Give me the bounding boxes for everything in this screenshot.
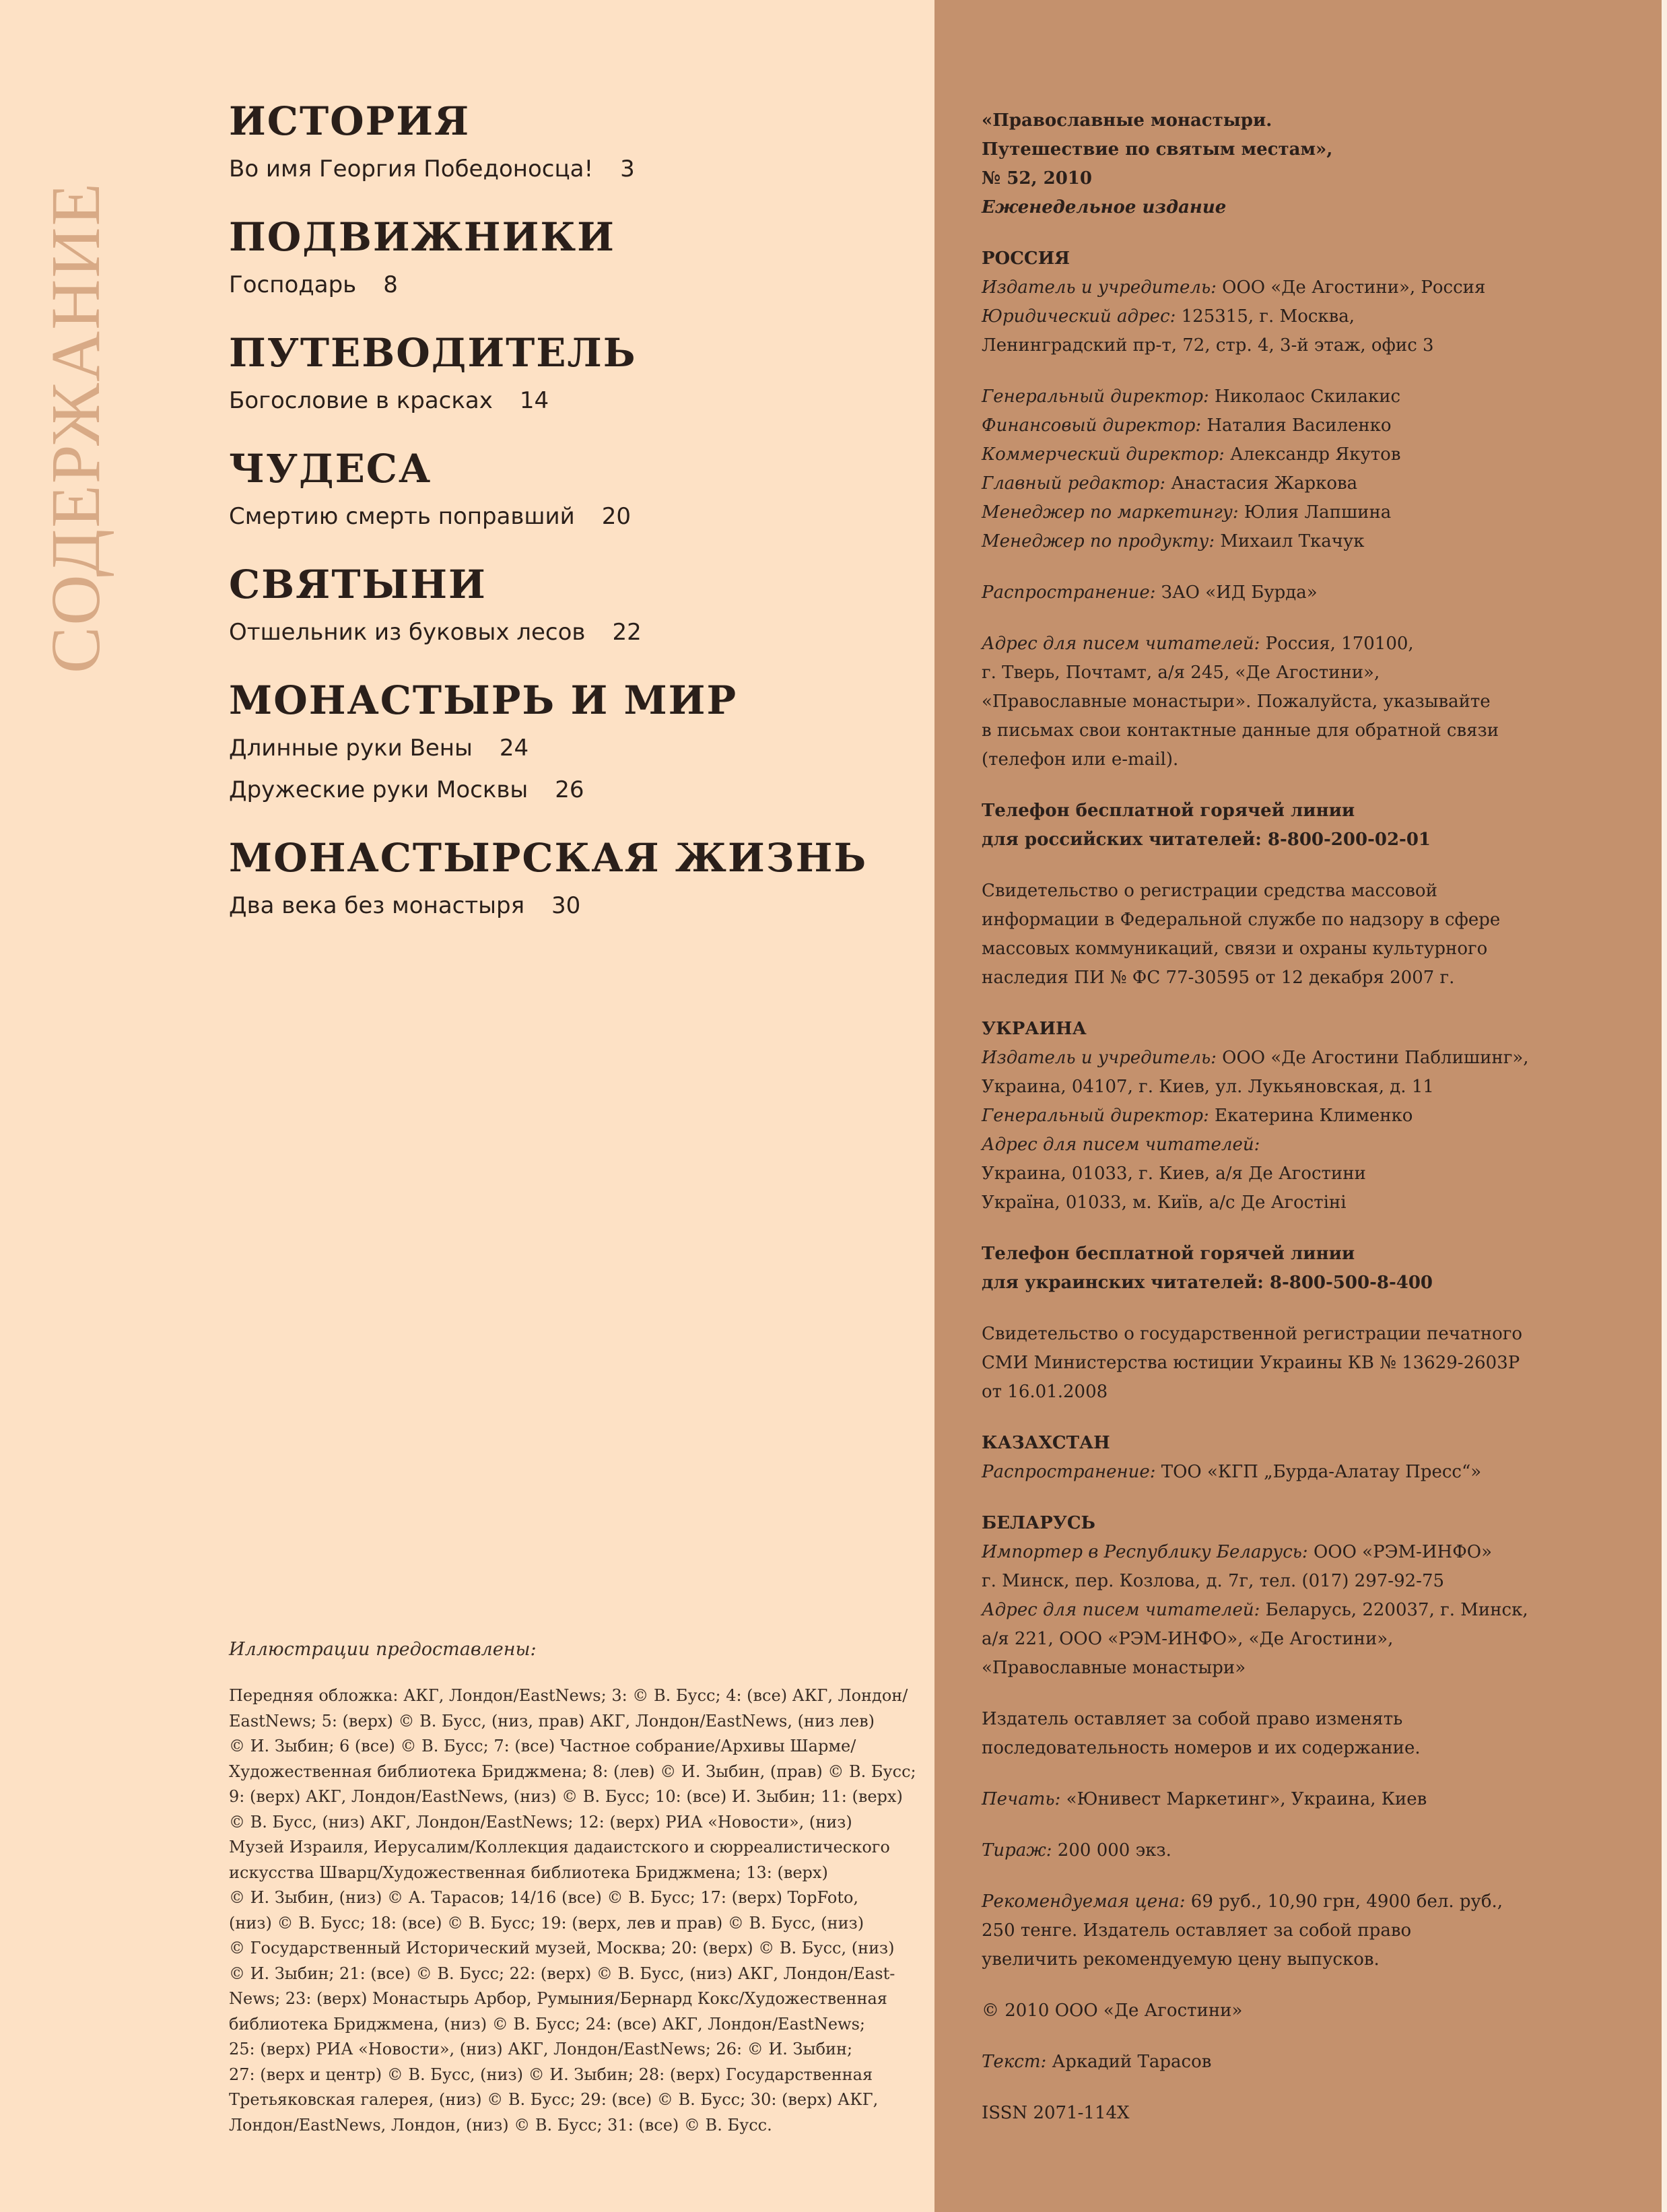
toc-entry-title: Дружеские руки Москвы: [229, 776, 529, 803]
imprint-text-part: Александр Якутов: [1224, 444, 1401, 465]
imprint-block: [982, 630, 1574, 774]
imprint-text-part: Адрес для писем читателей:: [982, 634, 1260, 654]
imprint-text-part: «Юнивест Маркетинг», Украина, Киев: [1060, 1789, 1427, 1809]
imprint-line: [982, 1429, 1574, 1458]
toc-section: [229, 442, 902, 537]
imprint-text-part: Тираж:: [982, 1840, 1052, 1861]
imprint-block: [982, 1785, 1574, 1814]
contents-vertical-title: СОДЕРЖАНИЕ: [37, 182, 114, 673]
imprint-text-part: 125315, г. Москва,: [1176, 306, 1355, 327]
imprint-text-part: СМИ Министерства юстиции Украины КВ № 13629-2603Р: [982, 1353, 1520, 1373]
credits-line: библиотека Бриджмена, (низ) © В. Бусс; 24: (все) АКГ, Лондон/EastNews;: [229, 2014, 865, 2034]
imprint-line: [982, 1102, 1574, 1131]
toc-heading: СВЯТЫНИ: [229, 562, 487, 607]
credits-line: Третьяковская галерея, (низ) © В. Бусс; 29: (все) © В. Бусс; 30: (верх) АКГ,: [229, 2090, 879, 2109]
toc-entry-page: 30: [551, 892, 581, 919]
imprint-text-part: Аркадий Тарасов: [1046, 2052, 1212, 2072]
imprint-text-part: Издатель и учредитель:: [982, 1048, 1217, 1068]
imprint-text-part: № 52, 2010: [982, 168, 1092, 189]
imprint-line: [982, 578, 1574, 607]
imprint-line: [982, 106, 1574, 135]
imprint-line: [982, 745, 1574, 774]
credits-line: искусства Шварц/Художественная библиотека Бриджмена; 13: (верх): [229, 1863, 828, 1882]
imprint-line: [982, 1160, 1574, 1188]
imprint-text-part: г. Минск, пер. Козлова, д. 7г, тел. (017) 297-92-75: [982, 1571, 1445, 1591]
imprint-line: [982, 1509, 1574, 1538]
toc-entry[interactable]: [229, 264, 902, 306]
imprint-block: [982, 578, 1574, 607]
imprint-line: [982, 1044, 1574, 1073]
imprint-line: [982, 1654, 1574, 1683]
imprint-text-part: массовых коммуникаций, связи и охраны культурного: [982, 939, 1488, 959]
imprint-line: [982, 498, 1574, 527]
toc-entry[interactable]: [229, 611, 902, 653]
toc-entry-page: 26: [555, 776, 584, 803]
imprint-line: [982, 382, 1574, 411]
imprint-line: [982, 1378, 1574, 1407]
credits-line: 25: (верх) РИА «Новости», (низ) АКГ, Лондон/EastNews; 26: © И. Зыбин;: [229, 2040, 853, 2058]
credits-line: (низ) © В. Бусс; 18: (все) © В. Бусс; 19: (верх, лев и прав) © В. Бусс, (низ): [229, 1913, 864, 1933]
credits-line: 9: (верх) АКГ, Лондон/EastNews, (низ) © В. Бусс; 10: (все) И. Зыбин; 11: (верх): [229, 1787, 903, 1806]
imprint-text-part: Україна, 01033, м. Київ, а/с Де Агостіні: [982, 1193, 1347, 1213]
imprint-text-part: Михаил Ткачук: [1215, 531, 1365, 551]
toc-section: [229, 94, 902, 190]
toc-entry[interactable]: [229, 148, 902, 190]
imprint-text-part: ISSN 2071-114X: [982, 2103, 1130, 2123]
toc-entry-page: 24: [499, 735, 529, 762]
imprint-text-part: Ленинградский пр-т, 72, стр. 4, 3-й этаж, офис 3: [982, 335, 1434, 356]
imprint-text-part: г. Тверь, Почтамт, а/я 245, «Де Агостини»,: [982, 663, 1380, 683]
toc-section: [229, 558, 902, 653]
imprint-line: [982, 244, 1574, 273]
imprint-text-part: 250 тенге. Издатель оставляет за собой право: [982, 1920, 1412, 1941]
imprint-line: [982, 1015, 1574, 1044]
imprint-text-part: «Православные монастыри»: [982, 1658, 1246, 1678]
imprint-text-part: Печать:: [982, 1789, 1061, 1809]
imprint-line: [982, 1705, 1574, 1734]
toc-heading: ПУТЕВОДИТЕЛЬ: [229, 330, 637, 376]
imprint-text-part: ООО «Де Агостини», Россия: [1216, 277, 1486, 298]
imprint-text-part: наследия ПИ № ФС 77-30595 от 12 декабря 2007 г.: [982, 968, 1455, 988]
imprint-text-part: Импортер в Республику Беларусь:: [982, 1542, 1308, 1562]
imprint-block: [982, 1509, 1574, 1683]
toc-heading: МОНАСТЫРСКАЯ ЖИЗНЬ: [229, 835, 868, 881]
imprint-block: [982, 1836, 1574, 1865]
imprint-block: [982, 1240, 1574, 1298]
imprint-text-part: Наталия Василенко: [1201, 415, 1392, 436]
imprint-line: [982, 1240, 1574, 1269]
imprint-line: [982, 1596, 1574, 1625]
imprint-text-part: для российских читателей: 8-800-200-02-01: [982, 830, 1431, 850]
imprint-line: [982, 1567, 1574, 1596]
imprint-block: [982, 1015, 1574, 1217]
imprint-text-part: Распространение:: [982, 582, 1156, 603]
imprint-block: [982, 797, 1574, 854]
toc-entry-page: 8: [383, 271, 398, 298]
imprint-text-part: 200 000 экз.: [1052, 1840, 1171, 1861]
toc-entry-page: 22: [612, 619, 642, 646]
toc-entry-page: 3: [620, 156, 635, 182]
imprint-panel: [934, 0, 1667, 2212]
imprint-text-part: увеличить рекомендуемую цену выпусков.: [982, 1949, 1380, 1970]
toc-entry-title: Два века без монастыря: [229, 892, 525, 919]
credits-line: 27: (верх и центр) © В. Бусс, (низ) © И. Зыбин; 28: (верх) Государственная: [229, 2065, 873, 2084]
imprint-text-part: ТОО «КГП „Бурда-Алатау Пресс“»: [1155, 1462, 1482, 1482]
imprint-text-part: Менеджер по продукту:: [982, 531, 1215, 551]
imprint-block: [982, 244, 1574, 360]
imprint-line: [982, 331, 1574, 360]
imprint-text-part: Менеджер по маркетингу:: [982, 502, 1239, 523]
imprint-text-part: РОССИЯ: [982, 248, 1070, 269]
imprint-line: [982, 1131, 1574, 1160]
imprint-line: [982, 1349, 1574, 1378]
imprint-text-part: Еженедельное издание: [982, 197, 1227, 217]
imprint-text-part: Россия, 170100,: [1260, 634, 1414, 654]
credits-line: EastNews; 5: (верх) © В. Бусс, (низ, прав) АКГ, Лондон/EastNews, (низ лев): [229, 1711, 875, 1731]
toc-entry-title: Отшельник из буковых лесов: [229, 619, 586, 646]
toc-entry-title: Богословие в красках: [229, 387, 493, 414]
imprint-text-part: информации в Федеральной службе по надзору в сфере: [982, 910, 1501, 930]
imprint-line: [982, 1734, 1574, 1763]
toc-entry-page: 14: [519, 387, 549, 414]
imprint-text-part: Екатерина Клименко: [1209, 1106, 1413, 1126]
imprint-line: [982, 1916, 1574, 1945]
imprint-line: [982, 273, 1574, 302]
imprint-line: [982, 1188, 1574, 1217]
imprint-line: [982, 1625, 1574, 1654]
imprint-block: [982, 2048, 1574, 2077]
imprint-text-part: от 16.01.2008: [982, 1382, 1108, 1402]
imprint-text-part: Главный редактор:: [982, 473, 1165, 494]
toc-section: [229, 210, 902, 306]
imprint-line: [982, 469, 1574, 498]
toc-entry[interactable]: [229, 380, 902, 422]
imprint-text-part: 69 руб., 10,90 грн, 4900 бел. руб.,: [1185, 1891, 1503, 1912]
imprint-line: [982, 1836, 1574, 1865]
imprint-line: [982, 688, 1574, 716]
imprint-text-part: «Православные монастыри.: [982, 110, 1272, 131]
credits-line: © И. Зыбин, (низ) © А. Тарасов; 14/16 (все) © В. Бусс; 17: (верх) TopFoto,: [229, 1888, 859, 1907]
imprint-line: [982, 440, 1574, 469]
imprint-text-part: Финансовый директор:: [982, 415, 1202, 436]
imprint-text-part: Текст:: [982, 2052, 1047, 2072]
imprint-text-part: Издатель и учредитель:: [982, 277, 1217, 298]
imprint-text-part: ООО «РЭМ-ИНФО»: [1307, 1542, 1493, 1562]
credits-line: © И. Зыбин; 21: (все) © В. Бусс; 22: (верх) © В. Бусс, (низ) АКГ, Лондон/East-: [229, 1964, 895, 1983]
imprint-line: [982, 1269, 1574, 1298]
toc-entry-title: Господарь: [229, 271, 357, 298]
imprint-line: [982, 826, 1574, 854]
imprint-block: [982, 2099, 1574, 2128]
imprint-text-part: Генеральный директор:: [982, 1106, 1209, 1126]
toc-entry-title: Во имя Георгия Победоносца!: [229, 156, 594, 182]
imprint-text-part: Путешествие по святым местам»,: [982, 139, 1333, 160]
toc-heading: ЧУДЕСА: [229, 446, 432, 492]
imprint-line: [982, 1458, 1574, 1487]
toc-section: [229, 831, 902, 927]
page-edge: [1662, 0, 1667, 2212]
imprint-text-part: Анастасия Жаркова: [1165, 473, 1358, 494]
imprint-text-part: ЗАО «ИД Бурда»: [1155, 582, 1318, 603]
imprint-text-part: в письмах свои контактные данные для обратной связи: [982, 720, 1499, 741]
imprint-text-part: Генеральный директор:: [982, 387, 1209, 407]
imprint-text-part: Украина, 01033, г. Киев, а/я Де Агостини: [982, 1164, 1366, 1184]
toc-entry-page: 20: [601, 503, 632, 530]
imprint-text-part: © 2010 ООО «Де Агостини»: [982, 2001, 1243, 2021]
imprint-line: [982, 1887, 1574, 1916]
credits-title: Иллюстрации предоставлены:: [229, 1639, 537, 1660]
imprint-text-part: Николаос Скилакис: [1209, 387, 1401, 407]
imprint-text-part: последовательность номеров и их содержание.: [982, 1738, 1421, 1758]
imprint-block: [982, 877, 1574, 993]
imprint-text-part: КАЗАХСТАН: [982, 1433, 1110, 1453]
imprint-text-part: Украина, 04107, г. Киев, ул. Лукьяновская, д. 11: [982, 1077, 1434, 1097]
toc-heading: ПОДВИЖНИКИ: [229, 214, 615, 260]
imprint-line: [982, 135, 1574, 164]
imprint-block: [982, 382, 1574, 556]
toc-entry[interactable]: [229, 769, 902, 811]
imprint-text-part: Свидетельство о государственной регистрации печатного: [982, 1324, 1523, 1344]
credits-line: Лондон/EastNews, Лондон, (низ) © В. Бусс; 31: (все) © В. Бусс.: [229, 2115, 772, 2135]
imprint-text-part: Свидетельство о регистрации средства массовой: [982, 881, 1437, 901]
toc-entry-title: Смертию смерть поправший: [229, 503, 575, 530]
imprint-text-part: «Православные монастыри». Пожалуйста, указывайте: [982, 692, 1491, 712]
imprint-line: [982, 877, 1574, 906]
toc-section: [229, 673, 902, 811]
imprint-line: [982, 2048, 1574, 2077]
imprint-text-part: Адрес для писем читателей:: [982, 1135, 1260, 1155]
imprint-text-part: Издатель оставляет за собой право изменять: [982, 1709, 1403, 1729]
imprint-text-part: Распространение:: [982, 1462, 1156, 1482]
imprint-block: [982, 106, 1574, 222]
credits-line: Художественная библиотека Бриджмена; 8: (лев) © И. Зыбин, (прав) © В. Бусс;: [229, 1762, 916, 1781]
toc-entry-title: Длинные руки Вены: [229, 735, 473, 762]
credits-line: Музей Израиля, Иерусалим/Коллекция дадаистского и сюрреалистического: [229, 1838, 890, 1856]
imprint-text-part: а/я 221, ООО «РЭМ-ИНФО», «Де Агостини»,: [982, 1629, 1394, 1649]
imprint-text-part: Беларусь, 220037, г. Минск,: [1260, 1600, 1528, 1620]
toc-entry[interactable]: [229, 727, 902, 769]
imprint-block: [982, 1997, 1574, 2025]
credits-line: Передняя обложка: АКГ, Лондон/EastNews; 3: © В. Бусс; 4: (все) АКГ, Лондон/: [229, 1686, 908, 1705]
toc-heading: МОНАСТЫРЬ И МИР: [229, 677, 738, 723]
imprint-block: [982, 1429, 1574, 1487]
imprint-line: [982, 1785, 1574, 1814]
imprint-text-part: Коммерческий директор:: [982, 444, 1225, 465]
toc-section: [229, 326, 902, 422]
imprint-text-part: ООО «Де Агостини Паблишинг»,: [1216, 1048, 1529, 1068]
imprint-text-part: Адрес для писем читателей:: [982, 1600, 1260, 1620]
imprint-text-part: для украинских читателей: 8-800-500-8-400: [982, 1273, 1433, 1293]
imprint-line: [982, 964, 1574, 993]
credits-line: © Государственный Исторический музей, Москва; 20: (верх) © В. Бусс, (низ): [229, 1939, 895, 1957]
imprint-line: [982, 302, 1574, 331]
table-of-contents: [229, 94, 902, 947]
imprint-block: [982, 1320, 1574, 1407]
imprint-line: [982, 716, 1574, 745]
imprint-block: [982, 1705, 1574, 1763]
imprint-text-part: Юридический адрес:: [982, 306, 1176, 327]
imprint-text-part: Телефон бесплатной горячей линии: [982, 801, 1355, 821]
credits-line: © В. Бусс, (низ) АКГ, Лондон/EastNews; 12: (верх) РИА «Новости», (низ): [229, 1812, 852, 1832]
imprint-line: [982, 411, 1574, 440]
imprint-text-part: УКРАИНА: [982, 1019, 1087, 1039]
toc-entry[interactable]: [229, 885, 902, 927]
credits-text: [229, 1683, 916, 2138]
imprint-line: [982, 797, 1574, 826]
imprint-line: [982, 164, 1574, 193]
imprint-line: [982, 1320, 1574, 1349]
imprint-line: [982, 935, 1574, 964]
toc-entry[interactable]: [229, 496, 902, 537]
imprint-line: [982, 1997, 1574, 2025]
illustration-credits: [229, 1636, 916, 2138]
imprint-line: [982, 527, 1574, 556]
imprint-text-part: Рекомендуемая цена:: [982, 1891, 1186, 1912]
credits-line: © И. Зыбин; 6 (все) © В. Бусс; 7: (все) Частное собрание/Архивы Шарме/: [229, 1737, 856, 1755]
imprint-text-part: Юлия Лапшина: [1238, 502, 1392, 523]
imprint-line: [982, 630, 1574, 659]
imprint-line: [982, 193, 1574, 222]
imprint-line: [982, 1945, 1574, 1974]
imprint-text: [982, 106, 1574, 2150]
imprint-line: [982, 2099, 1574, 2128]
credits-line: News; 23: (верх) Монастырь Арбор, Румыния/Бернард Кокс/Художественная: [229, 1989, 887, 2008]
imprint-line: [982, 1073, 1574, 1102]
imprint-text-part: Телефон бесплатной горячей линии: [982, 1244, 1355, 1264]
imprint-line: [982, 906, 1574, 935]
toc-heading: ИСТОРИЯ: [229, 98, 471, 144]
imprint-text-part: БЕЛАРУСЬ: [982, 1513, 1095, 1533]
imprint-line: [982, 659, 1574, 688]
imprint-block: [982, 1887, 1574, 1974]
imprint-line: [982, 1538, 1574, 1567]
imprint-text-part: (телефон или e-mail).: [982, 749, 1179, 770]
